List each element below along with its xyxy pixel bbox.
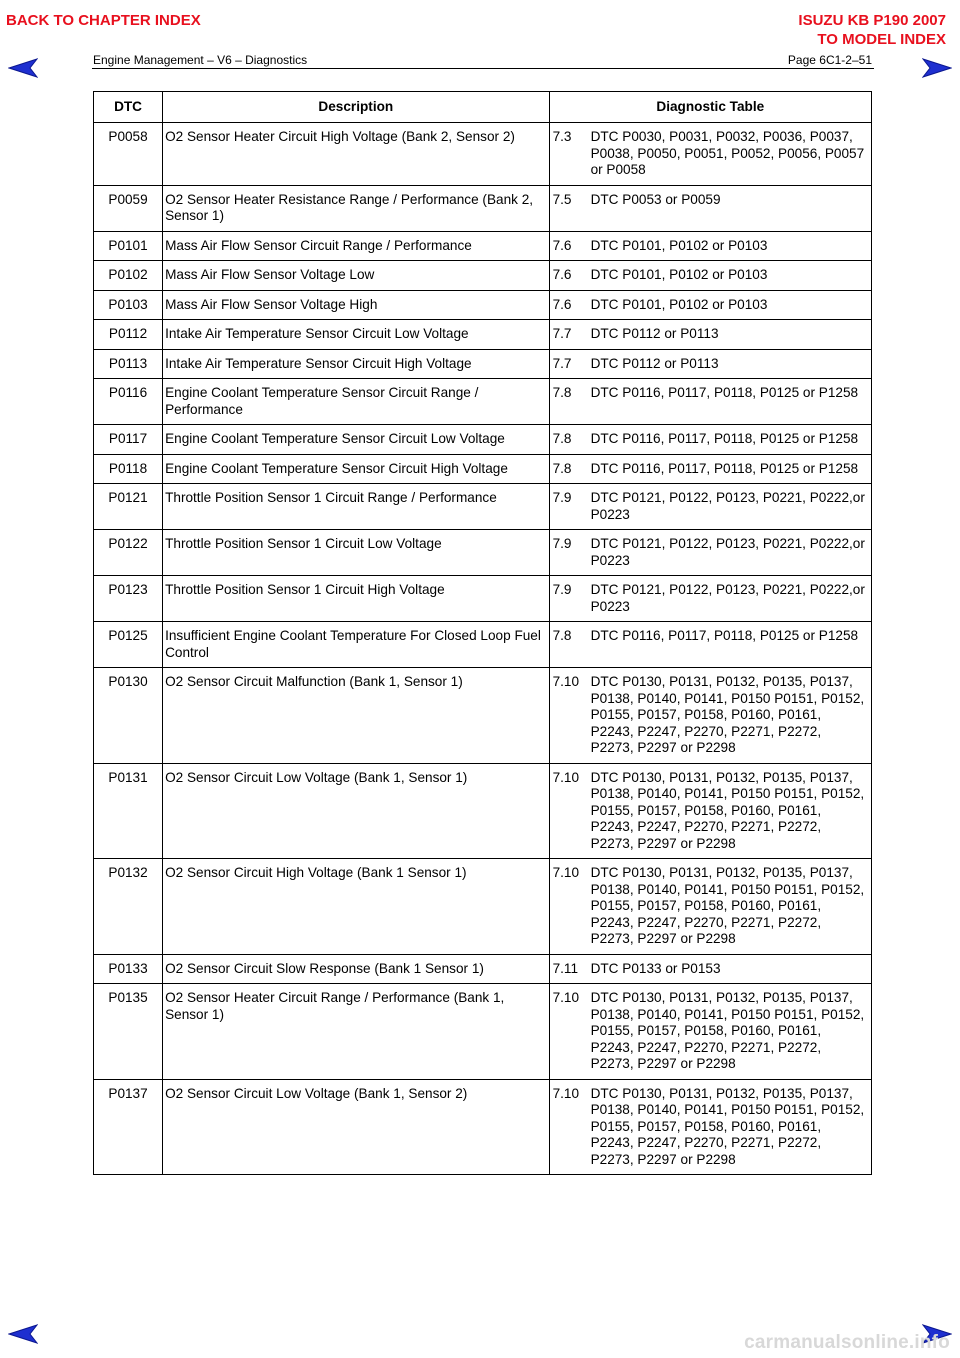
dtc-description: Engine Coolant Temperature Sensor Circuit High Voltage xyxy=(163,454,549,484)
previous-page-bottom-arrow-icon[interactable] xyxy=(8,1324,38,1344)
table-row xyxy=(94,484,872,530)
dtc-description: O2 Sensor Circuit Slow Response (Bank 1 Sensor 1) xyxy=(163,954,549,984)
diagnostic-section-number: 7.9 xyxy=(552,490,572,505)
diagnostic-section-number: 7.6 xyxy=(552,237,572,253)
diagnostic-section-number: 7.8 xyxy=(552,460,572,476)
table-row xyxy=(94,349,872,379)
diagnostic-table-reference[interactable]: DTC P0116, P0117, P0118, P0125 or P1258 xyxy=(590,385,859,400)
diagnostic-table-reference[interactable]: DTC P0116, P0117, P0118, P0125 or P1258 xyxy=(590,628,859,643)
table-row xyxy=(94,379,872,425)
table-header-row xyxy=(94,92,872,123)
table-row xyxy=(94,185,872,231)
diagnostic-table-cell xyxy=(549,1079,871,1175)
dtc-description: O2 Sensor Circuit Low Voltage (Bank 1, Sensor 1) xyxy=(163,763,549,859)
dtc-description: Throttle Position Sensor 1 Circuit Range / Performance xyxy=(163,484,549,530)
dtc-code: P0122 xyxy=(94,530,163,576)
dtc-description: O2 Sensor Heater Resistance Range / Performance (Bank 2, Sensor 1) xyxy=(163,185,549,231)
column-header-description: Description xyxy=(163,92,549,123)
diagnostic-section-number: 7.11 xyxy=(552,960,579,976)
diagnostic-section-number: 7.9 xyxy=(552,536,572,551)
dtc-code: P0137 xyxy=(94,1079,163,1175)
header-rule xyxy=(92,68,874,69)
dtc-code: P0113 xyxy=(94,349,163,379)
dtc-code: P0102 xyxy=(94,261,163,291)
diagnostic-table-cell xyxy=(549,454,871,484)
diagnostic-table-cell xyxy=(549,123,871,186)
dtc-description: Throttle Position Sensor 1 Circuit Low Voltage xyxy=(163,530,549,576)
dtc-code: P0103 xyxy=(94,290,163,320)
diagnostic-table-cell xyxy=(549,484,871,530)
dtc-table xyxy=(93,91,872,1175)
diagnostic-table-cell xyxy=(549,984,871,1080)
dtc-code: P0132 xyxy=(94,859,163,955)
table-row xyxy=(94,668,872,764)
diagnostic-table-reference[interactable]: DTC P0133 or P0153 xyxy=(590,960,721,976)
table-row xyxy=(94,984,872,1080)
diagnostic-section-number: 7.6 xyxy=(552,267,572,282)
dtc-description: O2 Sensor Heater Circuit High Voltage (Bank 2, Sensor 2) xyxy=(163,123,549,186)
diagnostic-table-reference[interactable]: DTC P0030, P0031, P0032, P0036, P0037, P0038, P0050, P0051, P0052, P0056, P0057 or P0058 xyxy=(590,129,865,177)
diagnostic-table-reference[interactable]: DTC P0130, P0131, P0132, P0135, P0137, P0138, P0140, P0141, P0150 P0151, P0152, P0155, P0157, P0158, P0160, P0161, P2243, P2247, P2270, P2271, P2272, P2273, P2297 or P2298 xyxy=(590,1085,865,1167)
dtc-code: P0121 xyxy=(94,484,163,530)
table-row xyxy=(94,425,872,455)
table-row xyxy=(94,763,872,859)
dtc-description: Mass Air Flow Sensor Voltage Low xyxy=(163,261,549,291)
diagnostic-table-reference[interactable]: DTC P0121, P0122, P0123, P0221, P0222,or P0223 xyxy=(590,582,865,614)
dtc-code: P0117 xyxy=(94,425,163,455)
diagnostic-table-cell xyxy=(549,530,871,576)
dtc-description: O2 Sensor Circuit High Voltage (Bank 1 Sensor 1) xyxy=(163,859,549,955)
diagnostic-section-number: 7.7 xyxy=(552,326,572,341)
diagnostic-section-number: 7.8 xyxy=(552,431,572,446)
dtc-description: Insufficient Engine Coolant Temperature For Closed Loop Fuel Control xyxy=(163,622,549,668)
diagnostic-table-cell xyxy=(549,320,871,350)
page-number: Page 6C1-2–51 xyxy=(787,53,872,67)
dtc-description: Intake Air Temperature Sensor Circuit High Voltage xyxy=(163,349,549,379)
diagnostic-table-cell xyxy=(549,668,871,764)
table-row xyxy=(94,859,872,955)
diagnostic-section-number: 7.8 xyxy=(552,628,572,643)
diagnostic-table-reference[interactable]: DTC P0116, P0117, P0118, P0125 or P1258 xyxy=(590,431,859,446)
dtc-description: Mass Air Flow Sensor Voltage High xyxy=(163,290,549,320)
table-row xyxy=(94,622,872,668)
table-row xyxy=(94,123,872,186)
dtc-code: P0112 xyxy=(94,320,163,350)
table-row xyxy=(94,290,872,320)
diagnostic-section-number: 7.9 xyxy=(552,582,572,597)
next-page-arrow-icon[interactable] xyxy=(922,58,952,78)
diagnostic-section-number: 7.5 xyxy=(552,191,572,207)
dtc-code: P0118 xyxy=(94,454,163,484)
diagnostic-table-reference[interactable]: DTC P0101, P0102 or P0103 xyxy=(590,237,768,253)
diagnostic-table-cell xyxy=(549,576,871,622)
diagnostic-section-number: 7.6 xyxy=(552,296,572,312)
previous-page-arrow-icon[interactable] xyxy=(8,58,38,78)
diagnostic-table-reference[interactable]: DTC P0053 or P0059 xyxy=(590,191,721,207)
dtc-code: P0125 xyxy=(94,622,163,668)
dtc-description: Engine Coolant Temperature Sensor Circuit Low Voltage xyxy=(163,425,549,455)
diagnostic-table-reference[interactable]: DTC P0101, P0102 or P0103 xyxy=(590,296,768,312)
dtc-code: P0116 xyxy=(94,379,163,425)
diagnostic-table-reference[interactable]: DTC P0130, P0131, P0132, P0135, P0137, P0138, P0140, P0141, P0150 P0151, P0152, P0155, P0157, P0158, P0160, P0161, P2243, P2247, P2270, P2271, P2272, P2273, P2297 or P2298 xyxy=(590,990,865,1071)
diagnostic-table-cell xyxy=(549,185,871,231)
diagnostic-section-number: 7.10 xyxy=(552,865,580,880)
dtc-description: Intake Air Temperature Sensor Circuit Low Voltage xyxy=(163,320,549,350)
table-row xyxy=(94,1079,872,1175)
diagnostic-table-cell xyxy=(549,379,871,425)
diagnostic-table-reference[interactable]: DTC P0121, P0122, P0123, P0221, P0222,or P0223 xyxy=(590,536,865,568)
diagnostic-table-cell xyxy=(549,349,871,379)
diagnostic-table-reference[interactable]: DTC P0130, P0131, P0132, P0135, P0137, P0138, P0140, P0141, P0150 P0151, P0152, P0155, P0157, P0158, P0160, P0161, P2243, P2247, P2270, P2271, P2272, P2273, P2297 or P2298 xyxy=(590,865,865,946)
column-header-diagnostic-table: Diagnostic Table xyxy=(549,92,871,123)
dtc-code: P0135 xyxy=(94,984,163,1080)
dtc-description: O2 Sensor Circuit Low Voltage (Bank 1, Sensor 2) xyxy=(163,1079,549,1175)
page-header-title: Engine Management – V6 – Diagnostics xyxy=(93,53,308,67)
diagnostic-table-cell xyxy=(549,290,871,320)
diagnostic-table-cell xyxy=(549,261,871,291)
diagnostic-table-reference[interactable]: DTC P0121, P0122, P0123, P0221, P0222,or P0223 xyxy=(590,490,865,522)
diagnostic-section-number: 7.10 xyxy=(552,674,580,689)
table-row xyxy=(94,231,872,261)
back-to-chapter-link[interactable]: BACK TO CHAPTER INDEX xyxy=(6,12,201,29)
dtc-code: P0131 xyxy=(94,763,163,859)
diagnostic-table-reference[interactable]: DTC P0116, P0117, P0118, P0125 or P1258 xyxy=(590,460,859,476)
diagnostic-section-number: 7.7 xyxy=(552,355,572,371)
to-model-index-link[interactable]: TO MODEL INDEX xyxy=(817,31,946,48)
table-row xyxy=(94,261,872,291)
diagnostic-section-number: 7.3 xyxy=(552,129,572,144)
dtc-code: P0133 xyxy=(94,954,163,984)
table-row xyxy=(94,576,872,622)
dtc-description: Mass Air Flow Sensor Circuit Range / Performance xyxy=(163,231,549,261)
dtc-code: P0058 xyxy=(94,123,163,186)
dtc-code: P0130 xyxy=(94,668,163,764)
dtc-code: P0123 xyxy=(94,576,163,622)
diagnostic-table-reference[interactable]: DTC P0130, P0131, P0132, P0135, P0137, P0138, P0140, P0141, P0150 P0151, P0152, P0155, P0157, P0158, P0160, P0161, P2243, P2247, P2270, P2271, P2272, P2273, P2297 or P2298 xyxy=(590,769,865,851)
diagnostic-section-number: 7.10 xyxy=(552,1085,580,1101)
model-title-link[interactable]: ISUZU KB P190 2007 xyxy=(798,12,946,29)
dtc-description: O2 Sensor Circuit Malfunction (Bank 1, Sensor 1) xyxy=(163,668,549,764)
dtc-code: P0059 xyxy=(94,185,163,231)
dtc-description: O2 Sensor Heater Circuit Range / Performance (Bank 1, Sensor 1) xyxy=(163,984,549,1080)
watermark: carmanualsonline.info xyxy=(744,1332,950,1353)
diagnostic-section-number: 7.10 xyxy=(552,990,580,1005)
dtc-description: Throttle Position Sensor 1 Circuit High Voltage xyxy=(163,576,549,622)
diagnostic-section-number: 7.8 xyxy=(552,385,572,400)
table-row xyxy=(94,454,872,484)
diagnostic-table-reference[interactable]: DTC P0112 or P0113 xyxy=(590,326,719,341)
dtc-description: Engine Coolant Temperature Sensor Circuit Range / Performance xyxy=(163,379,549,425)
table-row xyxy=(94,530,872,576)
diagnostic-table-reference[interactable]: DTC P0101, P0102 or P0103 xyxy=(590,267,768,282)
diagnostic-table-cell xyxy=(549,859,871,955)
diagnostic-section-number: 7.10 xyxy=(552,769,580,785)
diagnostic-table-cell xyxy=(549,231,871,261)
diagnostic-table-reference[interactable]: DTC P0112 or P0113 xyxy=(590,355,719,371)
diagnostic-table-cell xyxy=(549,425,871,455)
table-row xyxy=(94,320,872,350)
dtc-code: P0101 xyxy=(94,231,163,261)
column-header-dtc: DTC xyxy=(94,92,163,123)
diagnostic-table-cell xyxy=(549,763,871,859)
diagnostic-table-cell xyxy=(549,622,871,668)
table-row xyxy=(94,954,872,984)
diagnostic-table-cell xyxy=(549,954,871,984)
diagnostic-table-reference[interactable]: DTC P0130, P0131, P0132, P0135, P0137, P0138, P0140, P0141, P0150 P0151, P0152, P0155, P0157, P0158, P0160, P0161, P2243, P2247, P2270, P2271, P2272, P2273, P2297 or P2298 xyxy=(590,674,865,755)
